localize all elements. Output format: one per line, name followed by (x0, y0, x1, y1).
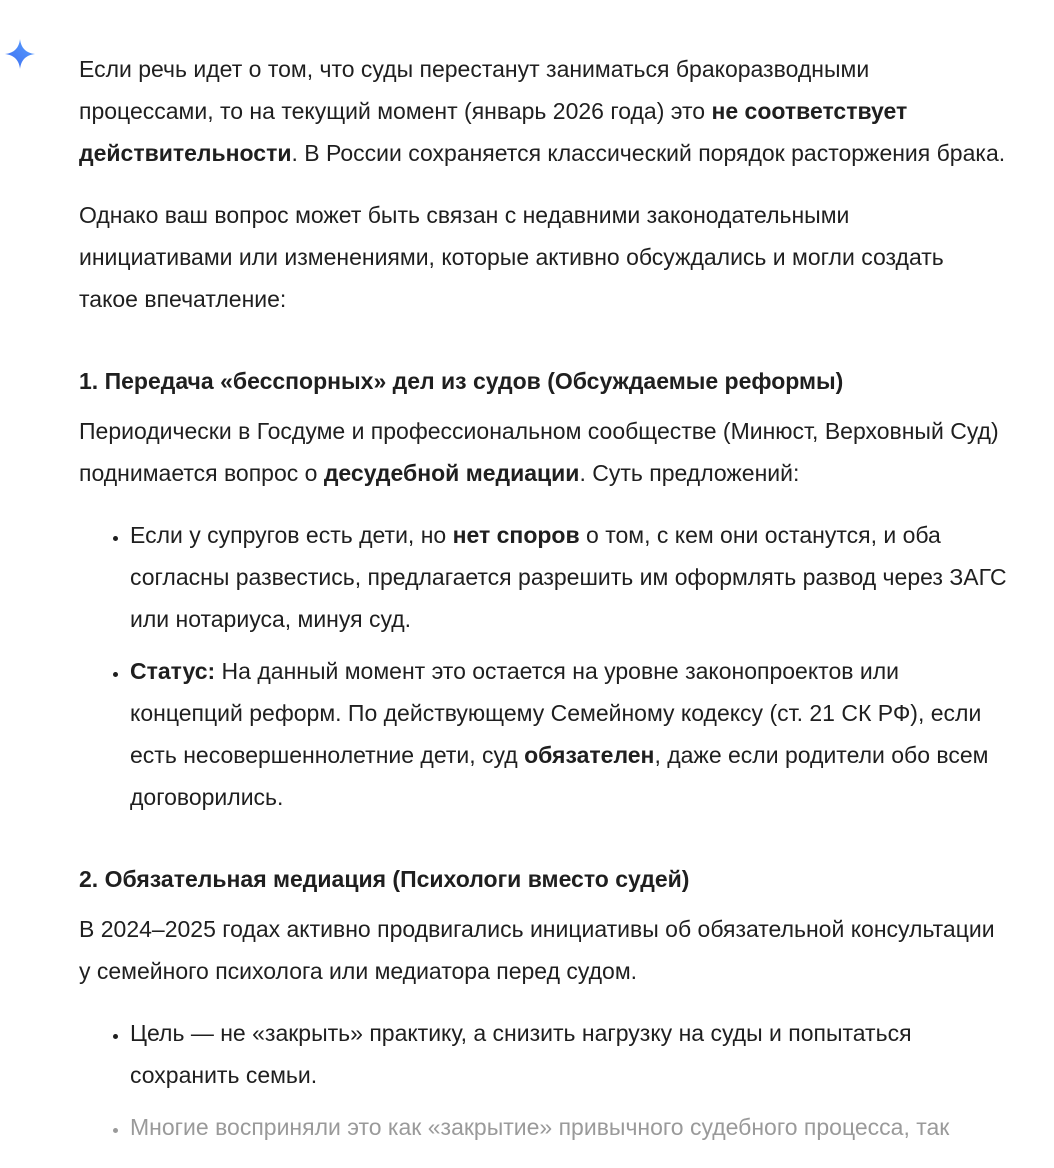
paragraph (79, 410, 1009, 494)
section-heading (79, 360, 1009, 402)
bold-text: нет споров (452, 522, 580, 548)
text-segment: Если у супругов есть дети, но (130, 522, 453, 548)
text-segment: . Суть предложений: (579, 460, 800, 486)
text-segment: Однако ваш вопрос может быть связан с недавними законодательными инициативами или изменениями, которые активно обсуждались и могли создать такое впечатление: (79, 202, 944, 312)
text-segment: . В России сохраняется классический порядок расторжения брака. (291, 140, 1006, 166)
section-heading (79, 858, 1009, 900)
paragraph (79, 194, 1009, 320)
bullet-list (79, 514, 1009, 818)
response-content (79, 48, 1009, 1168)
text-segment: Если речь идет о том, что суды перестанут заниматься бракоразводными процессами, то на текущий момент (январь 2026 года) это (79, 56, 870, 124)
list-item (130, 514, 1009, 640)
list-item (130, 1012, 1009, 1096)
gemini-sparkle-icon (4, 38, 36, 70)
bold-text: Статус: (130, 658, 216, 684)
paragraph (79, 908, 1009, 992)
text-segment: В 2024–2025 годах активно продвигались инициативы об обязательной консультации у семейного психолога или медиатора перед судом. (79, 916, 995, 984)
list-item (130, 650, 1009, 818)
list-item (130, 1106, 1009, 1148)
text-segment: 2. Обязательная медиация (Психологи вместо судей) (79, 866, 690, 892)
text-segment: Периодически в Госдуме и профессиональном сообществе (Минюст, Верховный Суд) поднимается вопрос о (79, 418, 999, 486)
text-segment: , даже если родители обо всем договорились. (130, 742, 989, 810)
bold-text: десудебной медиации (323, 460, 580, 486)
text-segment: 1. Передача «бесспорных» дел из судов (Обсуждаемые реформы) (79, 368, 844, 394)
bullet-list (79, 1012, 1009, 1148)
bold-text: обязателен (524, 742, 655, 768)
text-segment: На данный момент это остается на уровне законопроектов или концепций реформ. По действующему Семейному кодексу (ст. 21 СК РФ), если есть несовершеннолетние дети, суд (130, 658, 982, 768)
paragraph (79, 48, 1009, 174)
text-segment: о том, с кем они останутся, и оба согласны развестись, предлагается разрешить им оформлять развод через ЗАГС или нотариуса, минуя суд. (130, 522, 1007, 632)
text-segment: Многие восприняли это как «закрытие» привычного судебного процесса, так (130, 1114, 950, 1140)
text-segment: Цель — не «закрыть» практику, а снизить нагрузку на суды и попытаться сохранить семьи. (130, 1020, 912, 1088)
bold-text: не соответствует действительности (79, 98, 908, 166)
